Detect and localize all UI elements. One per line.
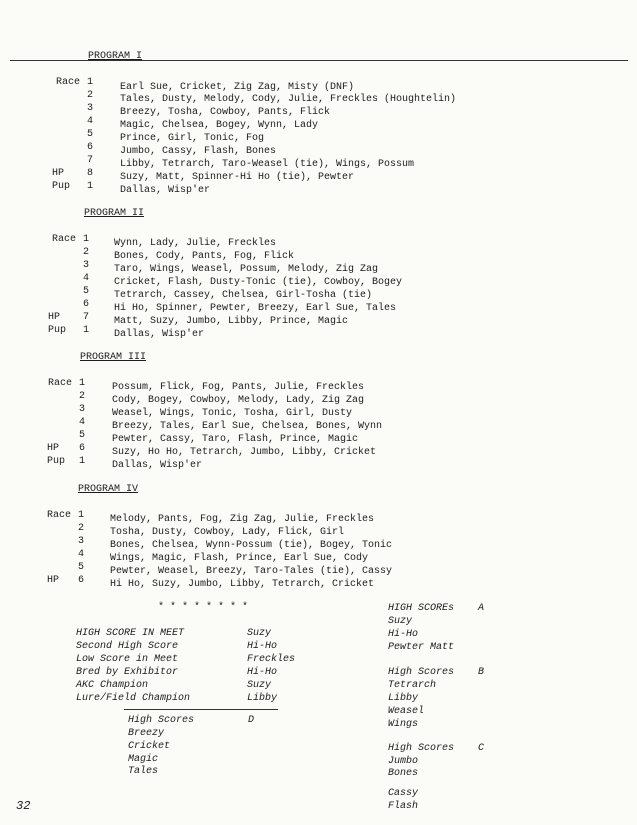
row-number: 1 bbox=[83, 234, 90, 245]
score-group-title: HIGH SCOREs bbox=[388, 603, 455, 614]
row-text: Dallas, Wisp'er bbox=[120, 185, 211, 196]
row-number: 3 bbox=[78, 536, 85, 547]
program-title: PROGRAM II bbox=[84, 208, 145, 219]
score-name: Weasel bbox=[388, 706, 425, 717]
row-number: 2 bbox=[83, 247, 90, 258]
row-text: Libby, Tetrarch, Taro-Weasel (tie), Wings, Possum bbox=[120, 159, 415, 170]
score-group-title: High Scores bbox=[388, 667, 455, 678]
row-text: Bones, Cody, Pants, Fog, Flick bbox=[114, 251, 295, 262]
row-label: Pup bbox=[48, 325, 67, 336]
row-number: 1 bbox=[78, 510, 85, 521]
row-label: Race bbox=[52, 234, 77, 245]
row-text: Earl Sue, Cricket, Zig Zag, Misty (DNF) bbox=[120, 82, 355, 93]
row-label: Race bbox=[47, 510, 72, 521]
score-group-letter: C bbox=[478, 743, 485, 754]
row-text: Prince, Girl, Tonic, Fog bbox=[120, 133, 265, 144]
row-label: HP bbox=[48, 312, 61, 323]
award-label: Lure/Field Champion bbox=[76, 693, 191, 704]
row-label: HP bbox=[47, 575, 60, 586]
row-text: Matt, Suzy, Jumbo, Libby, Prince, Magic bbox=[114, 316, 349, 327]
row-number: 2 bbox=[79, 391, 86, 402]
award-label: HIGH SCORE IN MEET bbox=[76, 628, 185, 639]
row-number: 1 bbox=[79, 378, 86, 389]
row-text: Suzy, Ho Ho, Tetrarch, Jumbo, Libby, Cricket bbox=[112, 447, 377, 458]
row-number: 6 bbox=[83, 299, 90, 310]
row-number: 4 bbox=[87, 116, 94, 127]
score-name: Wings bbox=[388, 719, 419, 730]
score-name: Cassy bbox=[388, 788, 419, 799]
score-group-letter: D bbox=[248, 715, 255, 726]
row-text: Suzy, Matt, Spinner-Hi Ho (tie), Pewter bbox=[120, 172, 355, 183]
award-value: Hi-Ho bbox=[247, 641, 278, 652]
row-text: Cricket, Flash, Dusty-Tonic (tie), Cowboy, Bogey bbox=[114, 277, 403, 288]
score-name: Libby bbox=[388, 693, 419, 704]
row-number: 8 bbox=[87, 168, 94, 179]
score-name: Magic bbox=[128, 754, 159, 765]
award-value: Suzy bbox=[247, 680, 272, 691]
row-number: 1 bbox=[79, 456, 86, 467]
row-text: Weasel, Wings, Tonic, Tosha, Girl, Dusty bbox=[112, 408, 353, 419]
row-number: 6 bbox=[87, 142, 94, 153]
row-number: 2 bbox=[78, 523, 85, 534]
row-number: 3 bbox=[79, 404, 86, 415]
row-label: Pup bbox=[52, 181, 71, 192]
row-number: 6 bbox=[78, 575, 85, 586]
row-label: HP bbox=[52, 168, 65, 179]
program-title: PROGRAM III bbox=[80, 352, 147, 363]
row-number: 2 bbox=[87, 90, 94, 101]
row-label: Race bbox=[56, 77, 81, 88]
row-text: Pewter, Cassy, Taro, Flash, Prince, Magic bbox=[112, 434, 359, 445]
row-number: 3 bbox=[87, 103, 94, 114]
score-name: Flash bbox=[388, 801, 419, 812]
row-number: 5 bbox=[79, 430, 86, 441]
award-label: Bred by Exhibitor bbox=[76, 667, 179, 678]
row-text: Wynn, Lady, Julie, Freckles bbox=[114, 238, 277, 249]
row-text: Melody, Pants, Fog, Zig Zag, Julie, Freckles bbox=[110, 514, 375, 525]
row-number: 7 bbox=[83, 312, 90, 323]
score-group-letter: A bbox=[478, 603, 485, 614]
row-text: Hi Ho, Suzy, Jumbo, Libby, Tetrarch, Cricket bbox=[110, 579, 375, 590]
row-text: Wings, Magic, Flash, Prince, Earl Sue, Cody bbox=[110, 553, 369, 564]
score-name: Tetrarch bbox=[388, 680, 437, 691]
row-number: 1 bbox=[83, 325, 90, 336]
row-number: 1 bbox=[87, 181, 94, 192]
score-name: Cricket bbox=[128, 741, 171, 752]
row-text: Cody, Bogey, Cowboy, Melody, Lady, Zig Zag bbox=[112, 395, 365, 406]
program-title: PROGRAM IV bbox=[78, 484, 139, 495]
row-text: Breezy, Tales, Earl Sue, Chelsea, Bones, Wynn bbox=[112, 421, 383, 432]
score-group-title: High Scores bbox=[128, 715, 195, 726]
score-name: Tales bbox=[128, 766, 159, 777]
row-text: Dallas, Wisp'er bbox=[114, 329, 205, 340]
row-label: Pup bbox=[47, 456, 66, 467]
row-number: 3 bbox=[83, 260, 90, 271]
score-name: Hi-Ho bbox=[388, 629, 419, 640]
row-text: Breezy, Tosha, Cowboy, Pants, Flick bbox=[120, 107, 331, 118]
row-text: Bones, Chelsea, Wynn-Possum (tie), Bogey, Tonic bbox=[110, 540, 393, 551]
score-name: Jumbo bbox=[388, 756, 419, 767]
row-number: 4 bbox=[79, 417, 86, 428]
program-title: PROGRAM I bbox=[88, 51, 143, 62]
row-text: Dallas, Wisp'er bbox=[112, 460, 203, 471]
row-number: 5 bbox=[78, 562, 85, 573]
row-text: Tosha, Dusty, Cowboy, Lady, Flick, Girl bbox=[110, 527, 345, 538]
page-number: 32 bbox=[16, 799, 31, 813]
score-group-title: High Scores bbox=[388, 743, 455, 754]
award-value: Libby bbox=[247, 693, 278, 704]
row-text: Pewter, Weasel, Breezy, Taro-Tales (tie), Cassy bbox=[110, 566, 393, 577]
award-label: Low Score in Meet bbox=[76, 654, 179, 665]
row-text: Jumbo, Cassy, Flash, Bones bbox=[120, 146, 277, 157]
row-text: Magic, Chelsea, Bogey, Wynn, Lady bbox=[120, 120, 319, 131]
award-label: Second High Score bbox=[76, 641, 179, 652]
award-value: Suzy bbox=[247, 628, 272, 639]
row-number: 1 bbox=[87, 77, 94, 88]
row-number: 5 bbox=[87, 129, 94, 140]
score-name: Pewter Matt bbox=[388, 642, 455, 653]
row-text: Tales, Dusty, Melody, Cody, Julie, Freckles (Houghtelin) bbox=[120, 94, 457, 105]
score-name: Bones bbox=[388, 768, 419, 779]
award-label: AKC Champion bbox=[76, 680, 149, 691]
awards-rule bbox=[124, 709, 278, 710]
award-value: Freckles bbox=[247, 654, 296, 665]
row-text: Hi Ho, Spinner, Pewter, Breezy, Earl Sue, Tales bbox=[114, 303, 397, 314]
row-number: 7 bbox=[87, 155, 94, 166]
score-name: Suzy bbox=[388, 616, 413, 627]
row-text: Taro, Wings, Weasel, Possum, Melody, Zig Zag bbox=[114, 264, 379, 275]
row-label: Race bbox=[48, 378, 73, 389]
row-text: Possum, Flick, Fog, Pants, Julie, Freckles bbox=[112, 382, 365, 393]
score-group-letter: B bbox=[478, 667, 485, 678]
award-value: Hi-Ho bbox=[247, 667, 278, 678]
separator-asterisks: * * * * * * * * bbox=[158, 602, 249, 613]
row-label: HP bbox=[47, 443, 60, 454]
row-number: 4 bbox=[78, 549, 85, 560]
row-number: 6 bbox=[79, 443, 86, 454]
row-number: 5 bbox=[83, 286, 90, 297]
row-number: 4 bbox=[83, 273, 90, 284]
row-text: Tetrarch, Cassey, Chelsea, Girl-Tosha (tie) bbox=[114, 290, 373, 301]
score-name: Breezy bbox=[128, 728, 165, 739]
